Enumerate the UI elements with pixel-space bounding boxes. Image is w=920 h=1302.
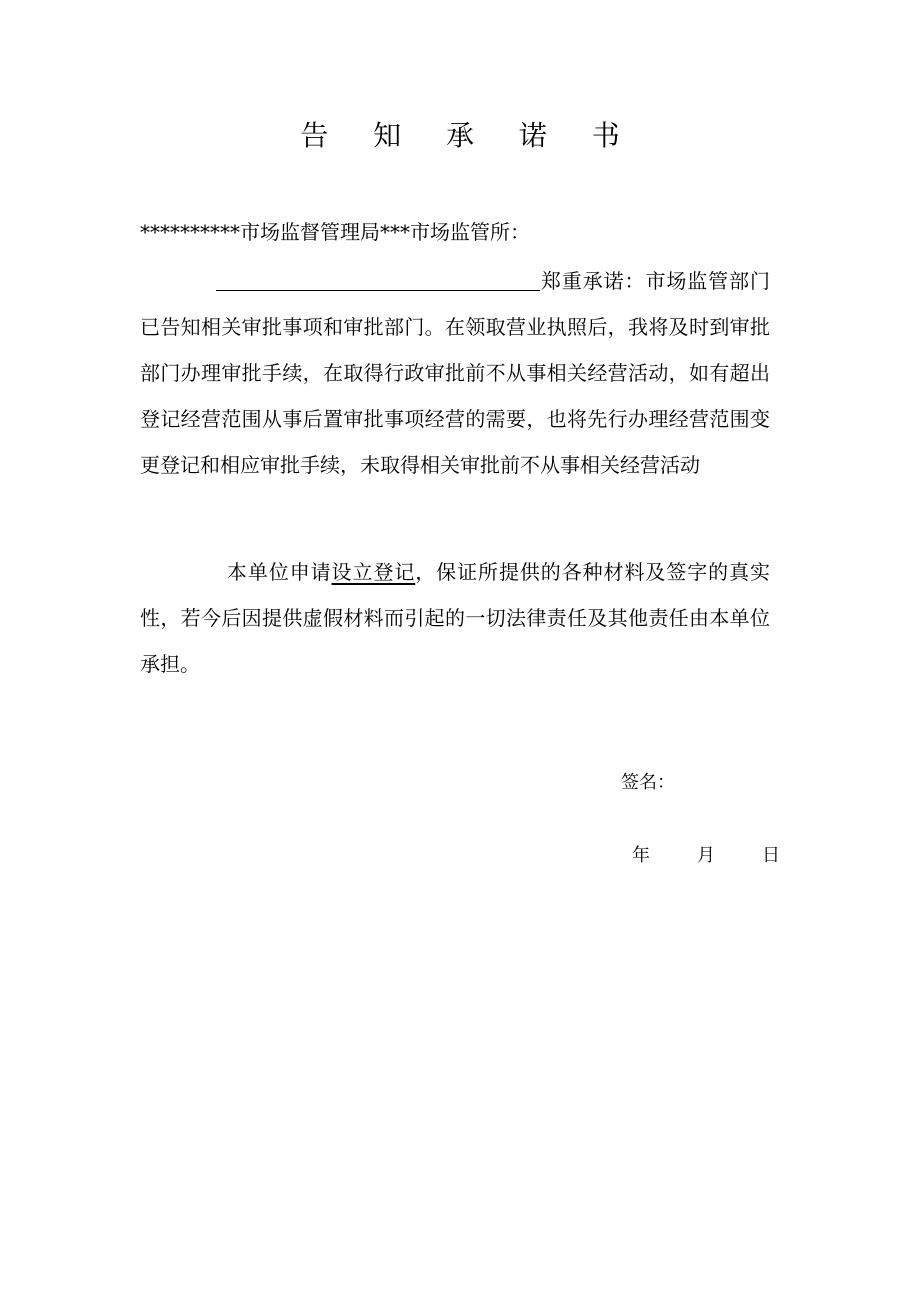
document-title: 告 知 承 诺 书	[300, 119, 638, 152]
application-type: 设立登记	[331, 560, 416, 584]
commitment-text: 郑重承诺：市场监管部门已告知相关审批事项和审批部门。在领取营业执照后，我将及时到审批部门办理审批手续，在取得行政审批前不从事相关经营活动，如有超出登记经营范围从事后置审批事项经营的需要，也将先行办理经营范围变更登记和相应审批手续，未取得相关审批前不从事相关经营活动	[140, 269, 770, 477]
commitment-paragraph	[140, 258, 770, 488]
applicant-name-blank[interactable]	[216, 268, 540, 291]
date-month-label: 月	[697, 845, 715, 866]
date-day-label: 日	[762, 845, 780, 866]
responsibility-suffix: ，保证所提供的各种材料及签字的真实性，若今后因提供虚假材料而引起的一切法律责任及其他责任由本单位承担。	[140, 560, 771, 676]
responsibility-prefix: 本单位申请	[226, 560, 332, 584]
responsibility-paragraph	[140, 549, 770, 687]
addressee-line: **********市场监督管理局***市场监管所：	[140, 220, 530, 244]
signature-label: 签名：	[621, 772, 675, 793]
date-year-label: 年	[632, 845, 650, 866]
